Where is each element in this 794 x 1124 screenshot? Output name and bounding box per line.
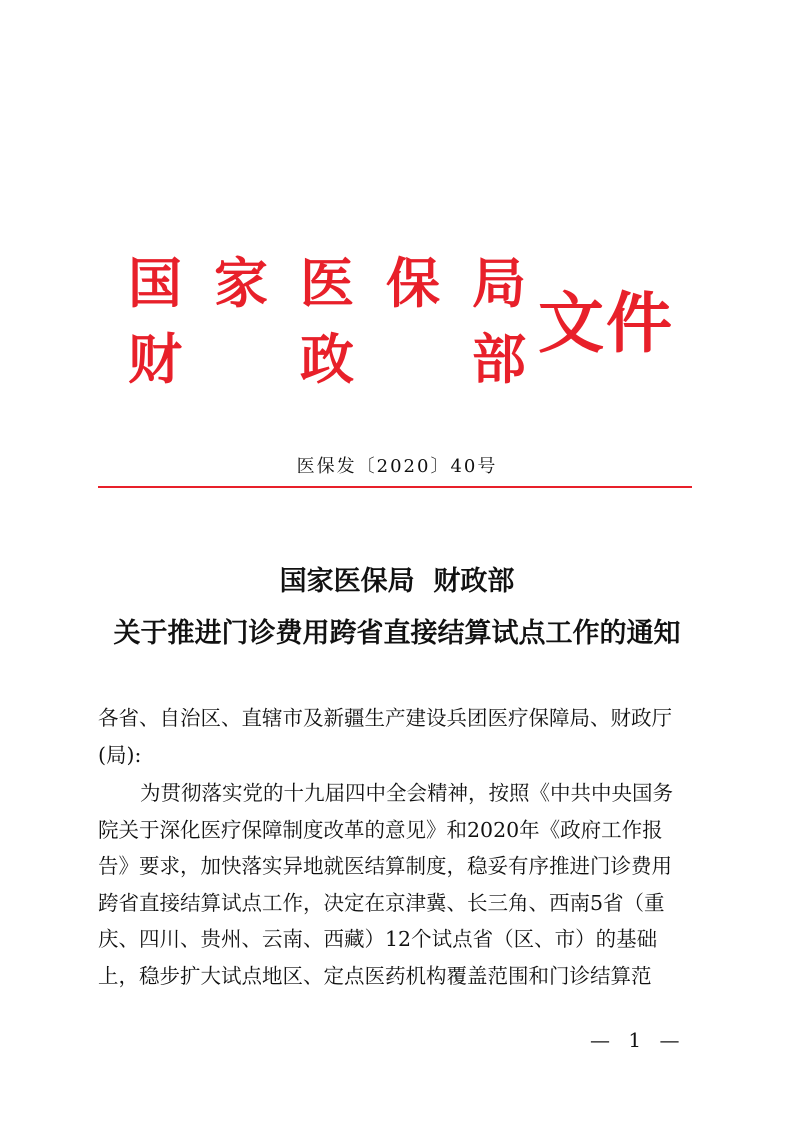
body-line: 庆、四川、贵州、云南、西藏）12个试点省（区、市）的基础 <box>98 927 658 951</box>
body-line: 跨省直接结算试点工作，决定在京津冀、长三角、西南5省（重 <box>98 890 665 915</box>
body-line: 告》要求，加快落实异地就医结算制度，稳妥有序推进门诊费用 <box>98 854 672 878</box>
issuer-char: 局 <box>472 251 526 315</box>
body-line: 上，稳步扩大试点地区、定点医药机构覆盖范围和门诊结算范 <box>98 963 652 988</box>
salutation <box>98 700 694 773</box>
document-word: 文件 <box>538 284 674 362</box>
issuer-char: 政 <box>300 327 354 391</box>
salutation-line: (局): <box>98 742 142 767</box>
issuer-line-medical-security <box>128 248 528 318</box>
red-separator-line <box>98 486 692 488</box>
issuer-char: 医 <box>300 251 354 315</box>
issuer-char: 部 <box>472 327 526 391</box>
issuer-char: 保 <box>386 251 440 315</box>
salutation-line: 各省、自治区、直辖市及新疆生产建设兵团医疗保障局、财政厅 <box>98 706 672 730</box>
document-title-line1: 国家医保局 财政部 <box>279 566 515 597</box>
issuer-char: 国 <box>128 251 182 315</box>
body-paragraph <box>98 775 694 994</box>
page-number: — 1 — <box>590 1028 686 1052</box>
issuer-char: 家 <box>214 251 268 315</box>
document-title-line2: 关于推进门诊费用跨省直接结算试点工作的通知 <box>113 618 681 649</box>
document-number: 医保发〔2020〕40号 <box>296 456 498 477</box>
issuer-char: 财 <box>128 327 182 391</box>
body-line: 为贯彻落实党的十九届四中全会精神，按照《中共中央国务 <box>140 781 673 805</box>
issuer-line-finance <box>128 324 528 394</box>
body-line: 院关于深化医疗保障制度改革的意见》和2020年《政府工作报 <box>98 817 663 842</box>
